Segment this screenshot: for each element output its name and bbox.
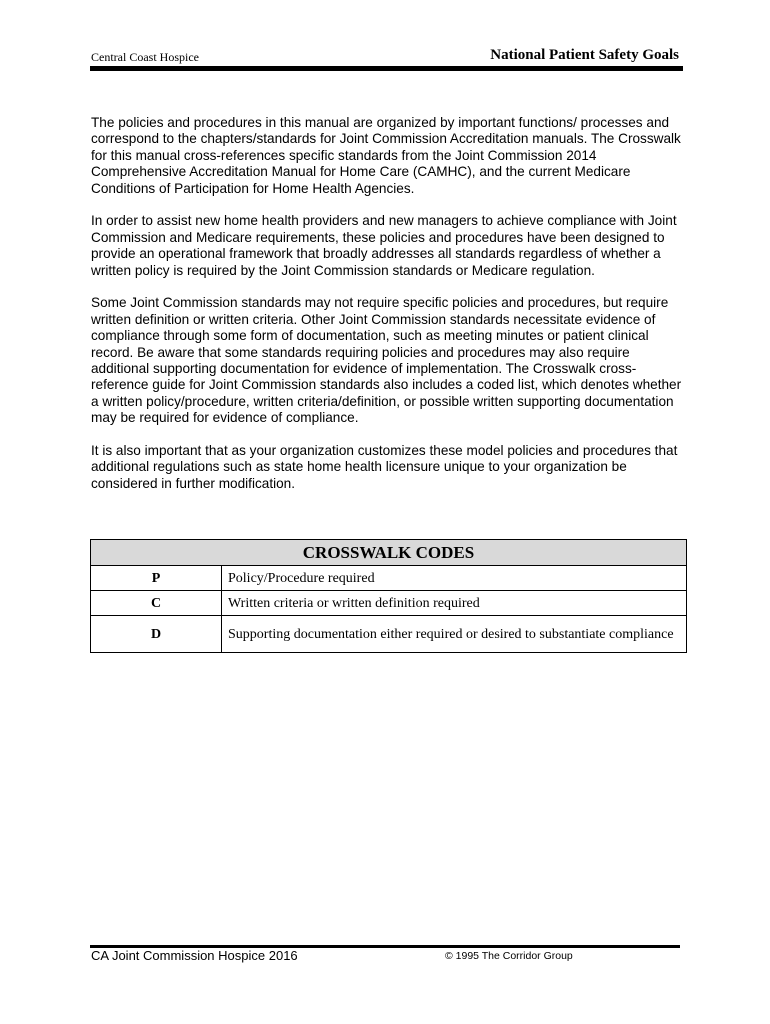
footer-document-name: CA Joint Commission Hospice 2016 [91, 948, 298, 963]
description-cell: Written criteria or written definition required [222, 591, 687, 616]
intro-text [91, 115, 686, 509]
code-cell: C [91, 591, 222, 616]
description-cell: Supporting documentation either required or desired to substantiate compliance [222, 616, 687, 653]
crosswalk-title: CROSSWALK CODES [91, 540, 687, 566]
header-organization: Central Coast Hospice [91, 50, 199, 64]
table-row [91, 616, 687, 653]
paragraph-4: It is also important that as your organization customizes these model policies and procedures that additional regulations such as state home health licensure unique to your organization be considered in further modification. [91, 443, 678, 491]
paragraph-2: In order to assist new home health providers and new managers to achieve compliance with Joint Commission and Medicare requirements, these policies and procedures have been designed to provide an operational framework that broadly addresses all standards regardless of whether a written policy is required by the Joint Commission standards or Medicare regulation. [91, 213, 677, 278]
paragraph-3: Some Joint Commission standards may not require specific policies and procedures, but require written definition or written criteria. Other Joint Commission standards necessitate evidence of compliance through some form of documentation, such as meeting minutes or patient clinical record. Be aware that some standards requiring policies and procedures may also require additional supporting documentation for evidence of implementation. The Crosswalk cross-reference guide for Joint Commission standards also includes a coded list, which denotes whether a written policy/procedure, written criteria/definition, or possible written supporting documentation may be required for evidence of compliance. [91, 295, 682, 426]
paragraph-1: The policies and procedures in this manual are organized by important functions/ processes and correspond to the chapters/standards for Joint Commission Accreditation manuals. The Crosswalk for this manual cross-references specific standards from the Joint Commission 2014 Comprehensive Accreditation Manual for Home Care (CAMHC), and the current Medicare Conditions of Participation for Home Health Agencies. [91, 115, 681, 196]
header-divider [90, 66, 683, 71]
crosswalk-codes-table [90, 539, 687, 653]
table-row [91, 591, 687, 616]
description-cell: Policy/Procedure required [222, 566, 687, 591]
table-header-row [91, 540, 687, 566]
header-section-title: National Patient Safety Goals [490, 47, 679, 63]
code-cell: D [91, 616, 222, 653]
code-cell: P [91, 566, 222, 591]
footer-copyright: © 1995 The Corridor Group [445, 950, 573, 962]
table-row [91, 566, 687, 591]
